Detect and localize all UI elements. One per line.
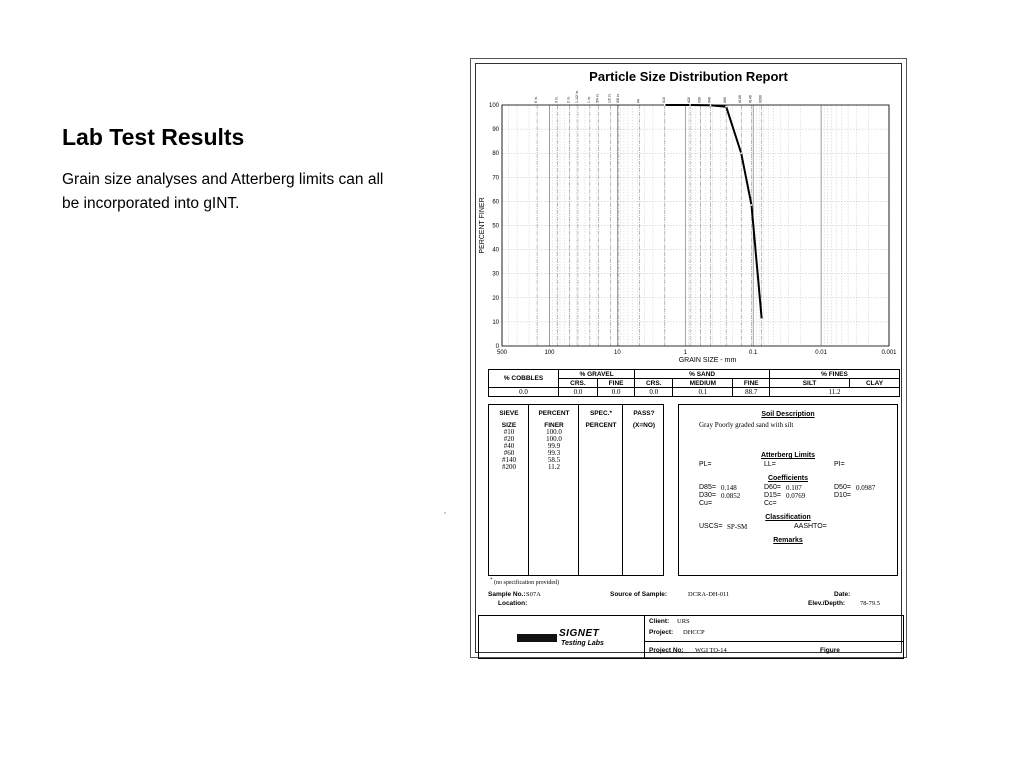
d50-value: 0.0987 xyxy=(856,484,876,492)
sieve-label: #40 xyxy=(707,97,712,103)
cc-label: Cc= xyxy=(764,500,777,507)
y-axis-label: PERCENT FINER xyxy=(479,197,486,254)
gravel-fine-value: 0.0 xyxy=(597,388,634,397)
sieve-label: 3 in. xyxy=(554,96,559,103)
source-value: DCRA-DH-011 xyxy=(688,591,730,598)
d30-value: 0.0852 xyxy=(721,492,741,500)
sand-crs-header: CRS. xyxy=(635,379,673,388)
percent-finer-values: 100.0 100.0 99.9 99.3 58.5 11.2 xyxy=(546,428,562,471)
sand-header: % SAND xyxy=(635,370,770,379)
y-tick-label: 30 xyxy=(492,271,499,278)
uscs-label: USCS= xyxy=(699,523,723,530)
chart-svg xyxy=(476,84,913,374)
y-tick-label: 70 xyxy=(492,175,499,182)
sieve-label: #20 xyxy=(687,97,692,103)
sieve-label: 1 in. xyxy=(586,96,591,103)
spec-note-text: (no specification provided) xyxy=(494,580,559,586)
logo-bar-icon xyxy=(517,634,557,642)
x-tick-label: 1 xyxy=(683,350,687,356)
slide-title: Lab Test Results xyxy=(62,124,245,150)
source-label: Source of Sample: xyxy=(610,591,668,598)
atterberg-heading: Atterberg Limits xyxy=(760,452,816,459)
d30-label: D30= xyxy=(699,492,716,499)
aashto-label: AASHTO= xyxy=(794,523,827,530)
x-tick-label: 0.01 xyxy=(815,350,827,356)
y-tick-label: 50 xyxy=(492,223,499,230)
pl-label: PL= xyxy=(699,461,712,468)
data-point xyxy=(664,104,666,106)
data-point xyxy=(751,204,753,206)
sieve-label: #200 xyxy=(758,95,763,103)
x-tick-label: 500 xyxy=(496,350,508,356)
client-value: URS xyxy=(677,618,690,625)
sand-fine-header: FINE xyxy=(733,379,770,388)
finer-header: FINER xyxy=(544,422,564,429)
grain-size-chart xyxy=(476,84,913,374)
d60-label: D60= xyxy=(764,484,781,491)
cobbles-value: 0.0 xyxy=(489,388,559,397)
sieve-label: 6 in. xyxy=(534,96,539,103)
x-axis-label: GRAIN SIZE - mm xyxy=(678,357,737,364)
cu-label: Cu= xyxy=(699,500,713,507)
uscs-value: SP-SM xyxy=(727,523,748,531)
cobbles-header: % COBBLES xyxy=(489,370,559,388)
d10-label: D10= xyxy=(834,492,851,499)
report-footer xyxy=(478,615,904,659)
classification-heading: Classification xyxy=(765,514,811,521)
data-point xyxy=(725,106,727,108)
sand-crs-value: 0.0 xyxy=(635,388,673,397)
slide-body: Grain size analyses and Atterberg limits can all be incorporated into gINT. xyxy=(62,171,384,212)
sieve-label: #4 xyxy=(636,99,641,103)
project-value: DHCCP xyxy=(683,629,705,636)
data-point xyxy=(689,104,691,106)
d60-value: 0.107 xyxy=(786,484,802,492)
soil-description-heading: Soil Description xyxy=(761,411,815,418)
signet-logo xyxy=(479,616,645,658)
project-no-value: WGI TO-14 xyxy=(695,647,727,654)
d15-label: D15= xyxy=(764,492,781,499)
clay-header: CLAY xyxy=(850,379,900,388)
soil-description-box xyxy=(678,404,898,576)
remarks-heading: Remarks xyxy=(773,537,803,544)
pass-header: PASS? xyxy=(633,410,655,417)
sand-medium-value: 0.1 xyxy=(673,388,733,397)
project-number-block xyxy=(645,642,903,659)
sieve-label: #10 xyxy=(661,97,666,103)
client-project-block xyxy=(645,616,903,642)
size-header: SIZE xyxy=(501,422,517,429)
project-no-label: Project No: xyxy=(649,647,684,654)
d85-value: 0.148 xyxy=(721,484,737,492)
sieve-header: SIEVE xyxy=(499,410,519,417)
spec-note: * (no specification provided) xyxy=(490,578,559,586)
report-frame xyxy=(475,63,902,653)
sieve-label: #100 xyxy=(738,95,743,103)
x-tick-label: 100 xyxy=(544,350,555,356)
d50-label: D50= xyxy=(834,484,851,491)
coefficients-heading: Coefficients xyxy=(767,475,809,482)
location-label: Location: xyxy=(498,600,528,607)
client-label: Client: xyxy=(649,618,670,625)
pass-xno-header: (X=NO) xyxy=(632,422,656,429)
data-point xyxy=(710,104,712,106)
x-tick-label: 10 xyxy=(614,350,621,356)
sieve-label: 1-1/2 in. xyxy=(574,90,579,103)
soil-description-text: Gray Poorly graded sand with silt xyxy=(699,421,794,429)
data-point xyxy=(740,152,742,154)
y-tick-label: 100 xyxy=(488,103,499,109)
fines-value: 11.2 xyxy=(770,388,900,397)
d85-label: D85= xyxy=(699,484,716,491)
fractions-table xyxy=(488,369,900,397)
y-tick-label: 60 xyxy=(492,199,499,206)
y-tick-label: 20 xyxy=(492,295,499,302)
particle-size-report xyxy=(470,58,907,658)
sieve-label: 3/8 in. xyxy=(615,93,620,103)
sieve-table xyxy=(488,404,664,576)
y-tick-label: 40 xyxy=(492,247,499,254)
elev-value: 78-79.5 xyxy=(860,600,881,607)
sand-medium-header: MEDIUM xyxy=(673,379,733,388)
y-tick-label: 10 xyxy=(492,319,499,326)
project-label: Project: xyxy=(649,629,674,636)
y-tick-label: 0 xyxy=(495,344,499,350)
report-title: Particle Size Distribution Report xyxy=(589,69,788,84)
logo-wordmark: SIGNET xyxy=(559,628,600,639)
sieve-label: #30 xyxy=(697,97,702,103)
gravel-crs-header: CRS. xyxy=(559,379,598,388)
gradation-curve xyxy=(665,105,762,319)
gravel-crs-value: 0.0 xyxy=(559,388,598,397)
x-tick-label: 0.1 xyxy=(749,350,758,356)
elev-label: Elev./Depth: xyxy=(808,600,846,607)
percent-header: PERCENT xyxy=(538,410,570,417)
pi-label: PI= xyxy=(834,461,845,468)
sieve-label: 1/2 in. xyxy=(607,93,612,103)
sieve-label: 2 in. xyxy=(566,96,571,103)
sieve-label: #140 xyxy=(748,95,753,103)
d15-value: 0.0769 xyxy=(786,492,806,500)
sieve-label: #60 xyxy=(723,97,728,103)
y-tick-label: 80 xyxy=(492,151,499,158)
x-tick-label: 0.001 xyxy=(881,350,897,356)
date-label: Date: xyxy=(834,591,851,598)
spec-header: SPEC.* xyxy=(589,410,613,417)
figure-label: Figure xyxy=(820,647,840,654)
logo-subtitle: Testing Labs xyxy=(561,640,604,647)
gravel-fine-header: FINE xyxy=(597,379,634,388)
silt-header: SILT xyxy=(770,379,850,388)
sieve-label: 3/4 in. xyxy=(595,93,600,103)
ll-label: LL= xyxy=(764,461,776,468)
fines-header: % FINES xyxy=(770,370,900,379)
y-tick-label: 90 xyxy=(492,127,499,134)
stray-mark xyxy=(444,512,446,514)
sieve-sizes: #10 #20 #40 #60 #140 #200 xyxy=(502,428,516,471)
sand-fine-value: 88.7 xyxy=(733,388,770,397)
sample-no-value: S07A xyxy=(526,591,541,598)
data-point xyxy=(761,318,763,320)
gravel-header: % GRAVEL xyxy=(559,370,635,379)
sample-no-label: Sample No.: xyxy=(488,591,526,598)
spec-percent-header: PERCENT xyxy=(585,422,617,429)
sample-info xyxy=(488,591,900,613)
